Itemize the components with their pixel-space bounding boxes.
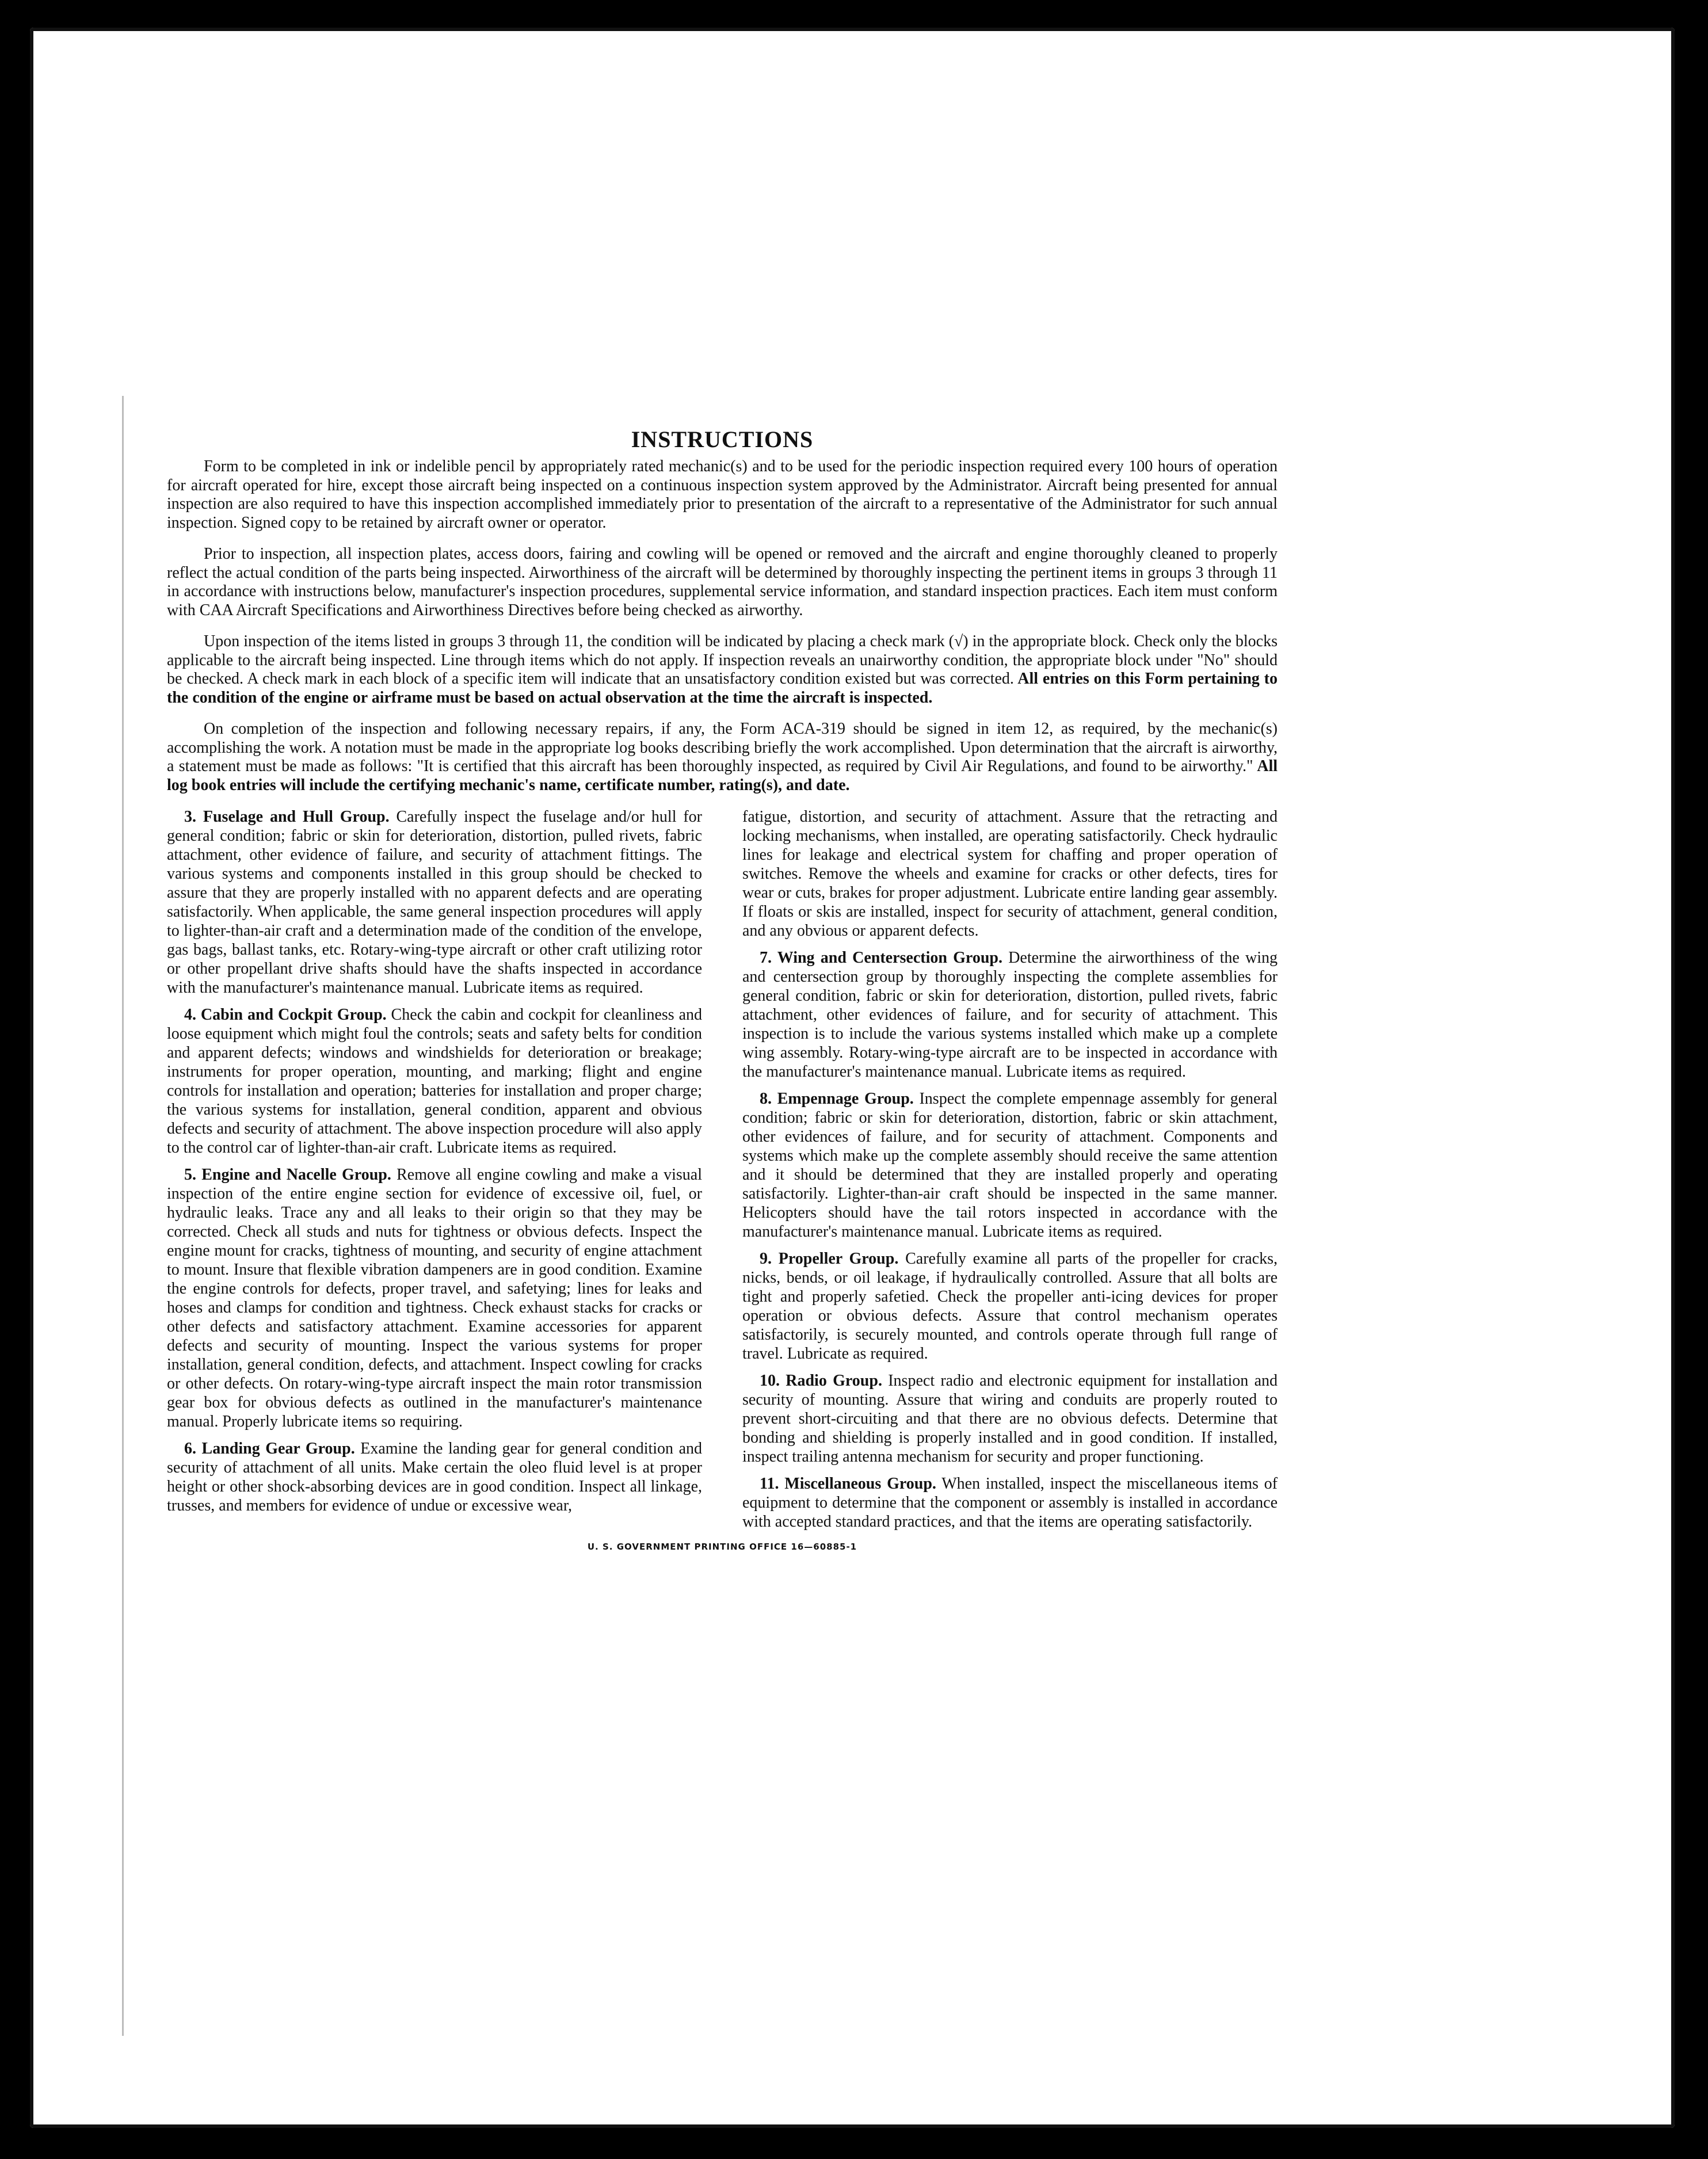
group-6-paragraph: 6. Landing Gear Group. Examine the landing gear for general condition and security of attachment of all units. Make certain the oleo fluid level is at proper height or other shock-absorbing devices are in good condition. Inspect all linkage, trusses, and members for evidence of undue or excessive wear, xyxy=(167,1440,702,1515)
form-left-edge xyxy=(122,396,124,2036)
group-columns xyxy=(167,807,1278,1539)
document-sheet xyxy=(30,28,1675,2128)
intro-section xyxy=(167,457,1278,795)
group-8-paragraph: 8. Empennage Group. Inspect the complete empennage assembly for general condition; fabric or skin for deterioration, distortion, fabric or skin attachment, other evidences of failure, and for security of attachment. Components and systems which make up the complete assembly should receive the same attention and it should be determined that they are installed properly and operating satisfactorily. Lighter-than-air craft should be inspected in the same manner. Helicopters should have the tail rotors inspected in accordance with the manufacturer's maintenance manual. Lubricate items as required. xyxy=(742,1090,1278,1241)
group-3-paragraph: 3. Fuselage and Hull Group. Carefully inspect the fuselage and/or hull for general condition; fabric or skin for deterioration, distortion, pulled rivets, fabric attachment, other evidence of failure, and security of attachment fittings. The various systems and components installed in this group should be checked to assure that they are properly installed with no apparent defects and are operating satisfactorily. When applicable, the same general inspection procedures will apply to lighter-than-air craft and a determination made of the condition of the envelope, gas bags, ballast tanks, etc. Rotary-wing-type aircraft or other craft utilizing rotor or other propellant drive shafts should have the shafts inspected in accordance with the manufacturer's maintenance manual. Lubricate items as required. xyxy=(167,808,703,997)
group-4-paragraph: 4. Cabin and Cockpit Group. Check the cabin and cockpit for cleanliness and loose equipment which might foul the controls; seats and safety belts for condition and apparent defects; windows and windshields for deterioration or breakage; instruments for proper operation, mounting, and marking; flight and engine controls for installation and operation; batteries for installation and proper charge; the various systems for installation, general condition, apparent and obvious defects and security of attachment. The above inspection procedure will also apply to the control car of lighter-than-air craft. Lubricate items as required. xyxy=(167,1006,702,1157)
group-7-paragraph: 7. Wing and Centersection Group. Determine the airworthiness of the wing and centersection group by thoroughly inspecting the complete assemblies for general condition, fabric or skin for deterioration, distortion, pulled rivets, fabric attachment, other evidences of failure, and for security of attachment. This inspection is to include the various systems installed which make up a complete wing assembly. Rotary-wing-type aircraft are to be inspected in accordance with the manufacturer's maintenance manual. Lubricate items as required. xyxy=(742,949,1278,1081)
group-11-paragraph: 11. Miscellaneous Group. When installed, inspect the miscellaneous items of equipment to determine that the component or assembly is installed in accordance with accepted standard practices, and that the items are operating satisfactorily. xyxy=(742,1475,1278,1531)
left-column xyxy=(167,807,702,1539)
page-title: INSTRUCTIONS xyxy=(631,426,814,452)
group-9-paragraph: 9. Propeller Group. Carefully examine all parts of the propeller for cracks, nicks, bends, or oil leakage, if hydraulically controlled. Assure that all bolts are tight and properly safetied. Check the propeller anti-icing devices for proper operation or obvious defects. Assure that control mechanism operates satisfactorily, is securely mounted, and controls operate through full range of travel. Lubricate as required. xyxy=(742,1250,1278,1363)
intro-paragraph-2: Prior to inspection, all inspection plates, access doors, fairing and cowling will be opened or removed and the aircraft and engine thoroughly cleaned to properly reflect the actual condition of the parts being inspected. Airworthiness of the aircraft will be determined by thoroughly inspecting the pertinent items in groups 3 through 11 in accordance with instructions below, manufacturer's inspection procedures, supplemental service information, and standard inspection practices. Each item must conform with CAA Aircraft Specifications and Airworthiness Directives before being checked as airworthy. xyxy=(167,545,1278,619)
group-10-paragraph: 10. Radio Group. Inspect radio and electronic equipment for installation and security of mounting. Assure that wiring and conduits are properly routed to prevent short-circuiting and that there are no obvious defects. Determine that bonding and shielding is properly installed and in good condition. If installed, inspect trailing antenna mechanism for security and proper functioning. xyxy=(742,1372,1278,1466)
intro-paragraph-1: Form to be completed in ink or indelible pencil by appropriately rated mechanic(s) and to be used for the periodic inspection required every 100 hours of operation for aircraft operated for hire, except those aircraft being inspected on a continuous inspection system approved by the Administrator. Aircraft being presented for annual inspection are also required to have this inspection accomplished immediately prior to presentation of the aircraft to a representative of the Administrator for such annual inspection. Signed copy to be retained by aircraft owner or operator. xyxy=(167,457,1278,532)
right-column xyxy=(742,807,1278,1539)
intro-paragraph-3: Upon inspection of the items listed in groups 3 through 11, the condition will be indicated by placing a check mark (√) in the appropriate block. Check only the blocks applicable to the aircraft being inspected. Line through items which do not apply. If inspection reveals an unairworthy condition, the appropriate block under "No" should be checked. A check mark in each block of a specific item will indicate that an unsatisfactory condition existed but was corrected. All entries on this Form pertaining to the condition of the engine or airframe must be based on actual observation at the time the aircraft is inspected. xyxy=(167,632,1278,707)
printer-imprint: U. S. GOVERNMENT PRINTING OFFICE 16—60885-1 xyxy=(587,1542,857,1552)
intro-paragraph-4: On completion of the inspection and following necessary repairs, if any, the Form ACA-319 should be signed in item 12, as required, by the mechanic(s) accomplishing the work. A notation must be made in the appropriate log books describing briefly the work accomplished. Upon determination that the aircraft is airworthy, a statement must be made as follows: "It is certified that this aircraft has been thoroughly inspected, as required by Civil Air Regulations, and found to be airworthy." All log book entries will include the certifying mechanic's name, certificate number, rating(s), and date. xyxy=(167,720,1278,794)
group-6-continuation: fatigue, distortion, and security of attachment. Assure that the retracting and locking mechanisms, when installed, are operating satisfactorily. Check hydraulic lines for leakage and electrical system for chaffing and proper operation of switches. Remove the wheels and examine for cracks or other defects, tires for wear or cuts, brakes for proper adjustment. Lubricate entire landing gear assembly. If floats or skis are installed, inspect for security of attachment, general condition, and any obvious or apparent defects. xyxy=(742,808,1278,940)
instructions-content xyxy=(167,426,1278,1552)
group-5-paragraph: 5. Engine and Nacelle Group. Remove all engine cowling and make a visual inspection of the entire engine section for evidence of excessive oil, fuel, or hydraulic leaks. Trace any and all leaks to their origin so that they may be corrected. Check all studs and nuts for tightness or obvious defects. Inspect the engine mount for cracks, tightness of mounting, and security of engine attachment to mount. Insure that flexible vibration dampeners are in good condition. Examine the engine controls for defects, proper travel, and safetying; lines for leaks and hoses and clamps for condition and tightness. Check exhaust stacks for cracks or other defects and satisfactory attachment. Examine accessories for apparent defects and security of mounting. Inspect the various systems for proper installation, general condition, defects, and attachment. Inspect cowling for cracks or other defects. On rotary-wing-type aircraft inspect the main rotor transmission gear box for obvious defects as outlined in the manufacturer's maintenance manual. Properly lubricate items so requiring. xyxy=(167,1166,702,1431)
